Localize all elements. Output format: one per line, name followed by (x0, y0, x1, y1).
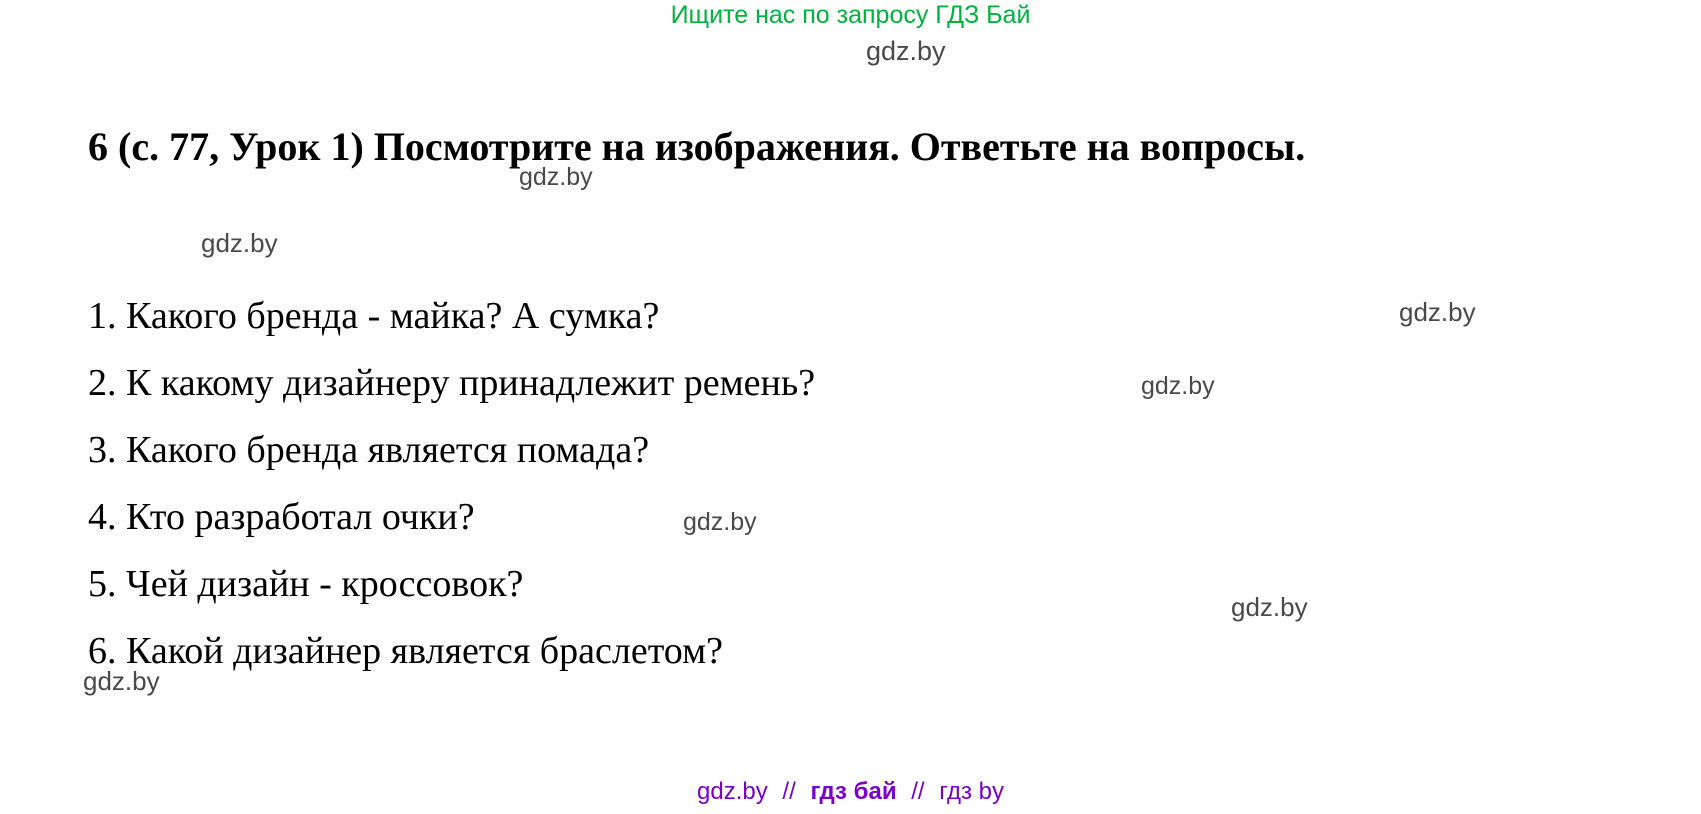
footer-link-gdzbai[interactable]: гдз бай (810, 778, 897, 805)
list-item: 4. Кто разработал очки? (88, 496, 475, 538)
list-item: 1. Какого бренда - майка? А сумка? (88, 295, 660, 337)
footer-separator: // (911, 778, 925, 805)
footer-link-gdzby[interactable]: gdz.by (697, 778, 768, 805)
watermark: gdz.by (1231, 592, 1308, 622)
watermark: gdz.by (201, 228, 278, 258)
footer-separator: // (782, 778, 796, 805)
footer-links (0, 778, 1701, 806)
list-item: 5. Чей дизайн - кроссовок? (88, 563, 524, 605)
list-item: 2. К какому дизайнеру принадлежит ремень? (88, 362, 816, 404)
list-item: 6. Какой дизайнер является браслетом? (88, 630, 723, 672)
list-item: 3. Какого бренда является помада? (88, 429, 650, 471)
watermark: gdz.by (83, 666, 160, 696)
watermark: gdz.by (519, 163, 593, 191)
watermark: gdz.by (1141, 372, 1215, 400)
watermark: gdz.by (1399, 297, 1476, 327)
footer-link-gdzby-alt[interactable]: гдз by (939, 778, 1004, 805)
watermark: gdz.by (866, 36, 946, 66)
page-title: 6 (с. 77, Урок 1) Посмотрите на изображения. Ответьте на вопросы. (88, 123, 1306, 169)
promo-banner: Ищите нас по запросу ГДЗ Бай (670, 1, 1031, 29)
question-list (88, 283, 1388, 685)
watermark: gdz.by (683, 508, 757, 536)
